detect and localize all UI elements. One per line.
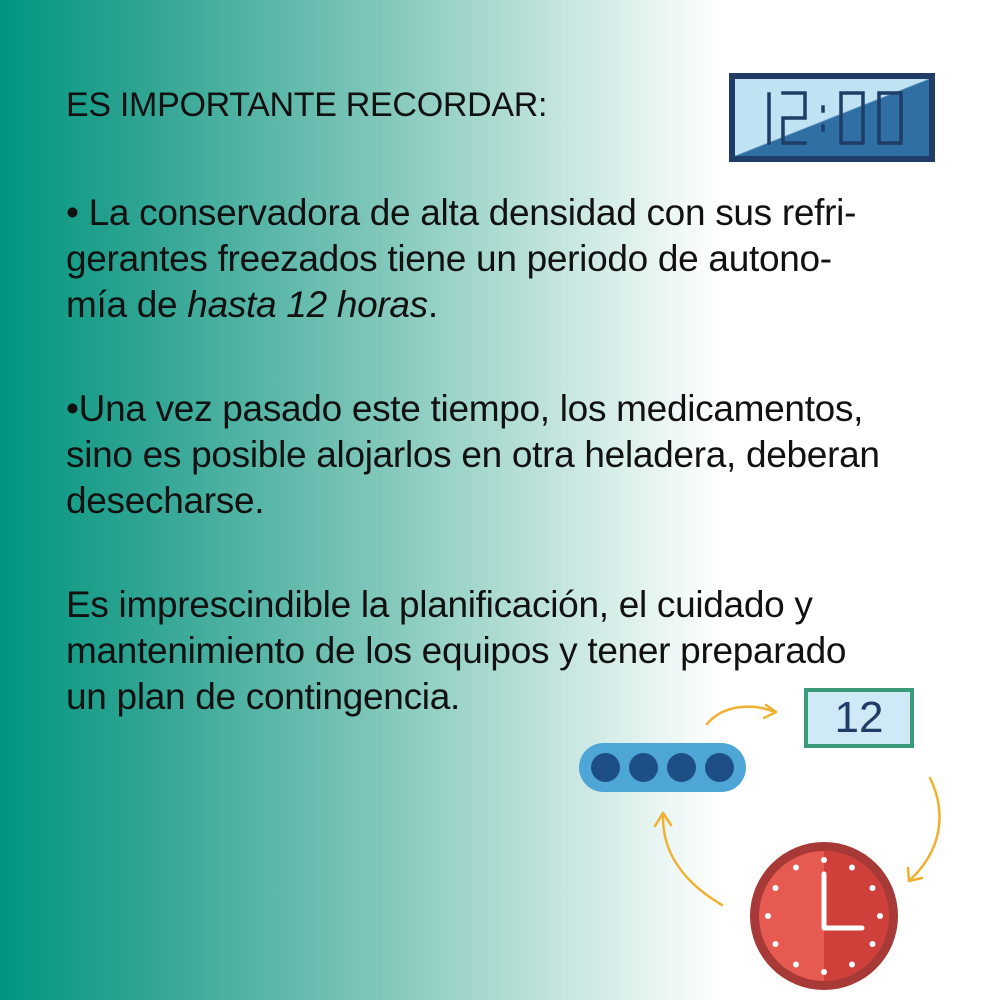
arrow-to-clock — [910, 778, 940, 880]
bullet-autonomy-line-2: gerantes freezados tiene un periodo de autono- — [66, 238, 832, 279]
bullet-autonomy-emphasis: hasta 12 horas — [187, 284, 428, 325]
bullet-discard-line-2: sino es posible alojarlos en otra heladera, deberan — [66, 434, 880, 475]
bullet-discard-line-3: desecharse. — [66, 480, 265, 521]
bullet-autonomy-line-3-end: . — [427, 284, 438, 325]
arrow-to-counter — [707, 707, 775, 724]
hours-counter-icon: 12 — [804, 688, 914, 748]
closing-line-3: un plan de contingencia. — [66, 676, 460, 717]
closing-line-1: Es imprescindible la planificación, el cuidado y — [66, 584, 813, 625]
bullet-discard-line-1: •Una vez pasado este tiempo, los medicamentos, — [66, 388, 864, 429]
bullet-autonomy-line-3-start: mía de — [66, 284, 188, 325]
wall-clock-icon — [748, 840, 900, 992]
bullet-autonomy-line-1: • La conservadora de alta densidad con sus refri- — [66, 192, 857, 233]
heading: ES IMPORTANTE RECORDAR: — [66, 86, 548, 124]
closing-line-2: mantenimiento de los equipos y tener preparado — [66, 630, 847, 671]
arrow-to-dots — [663, 815, 722, 905]
